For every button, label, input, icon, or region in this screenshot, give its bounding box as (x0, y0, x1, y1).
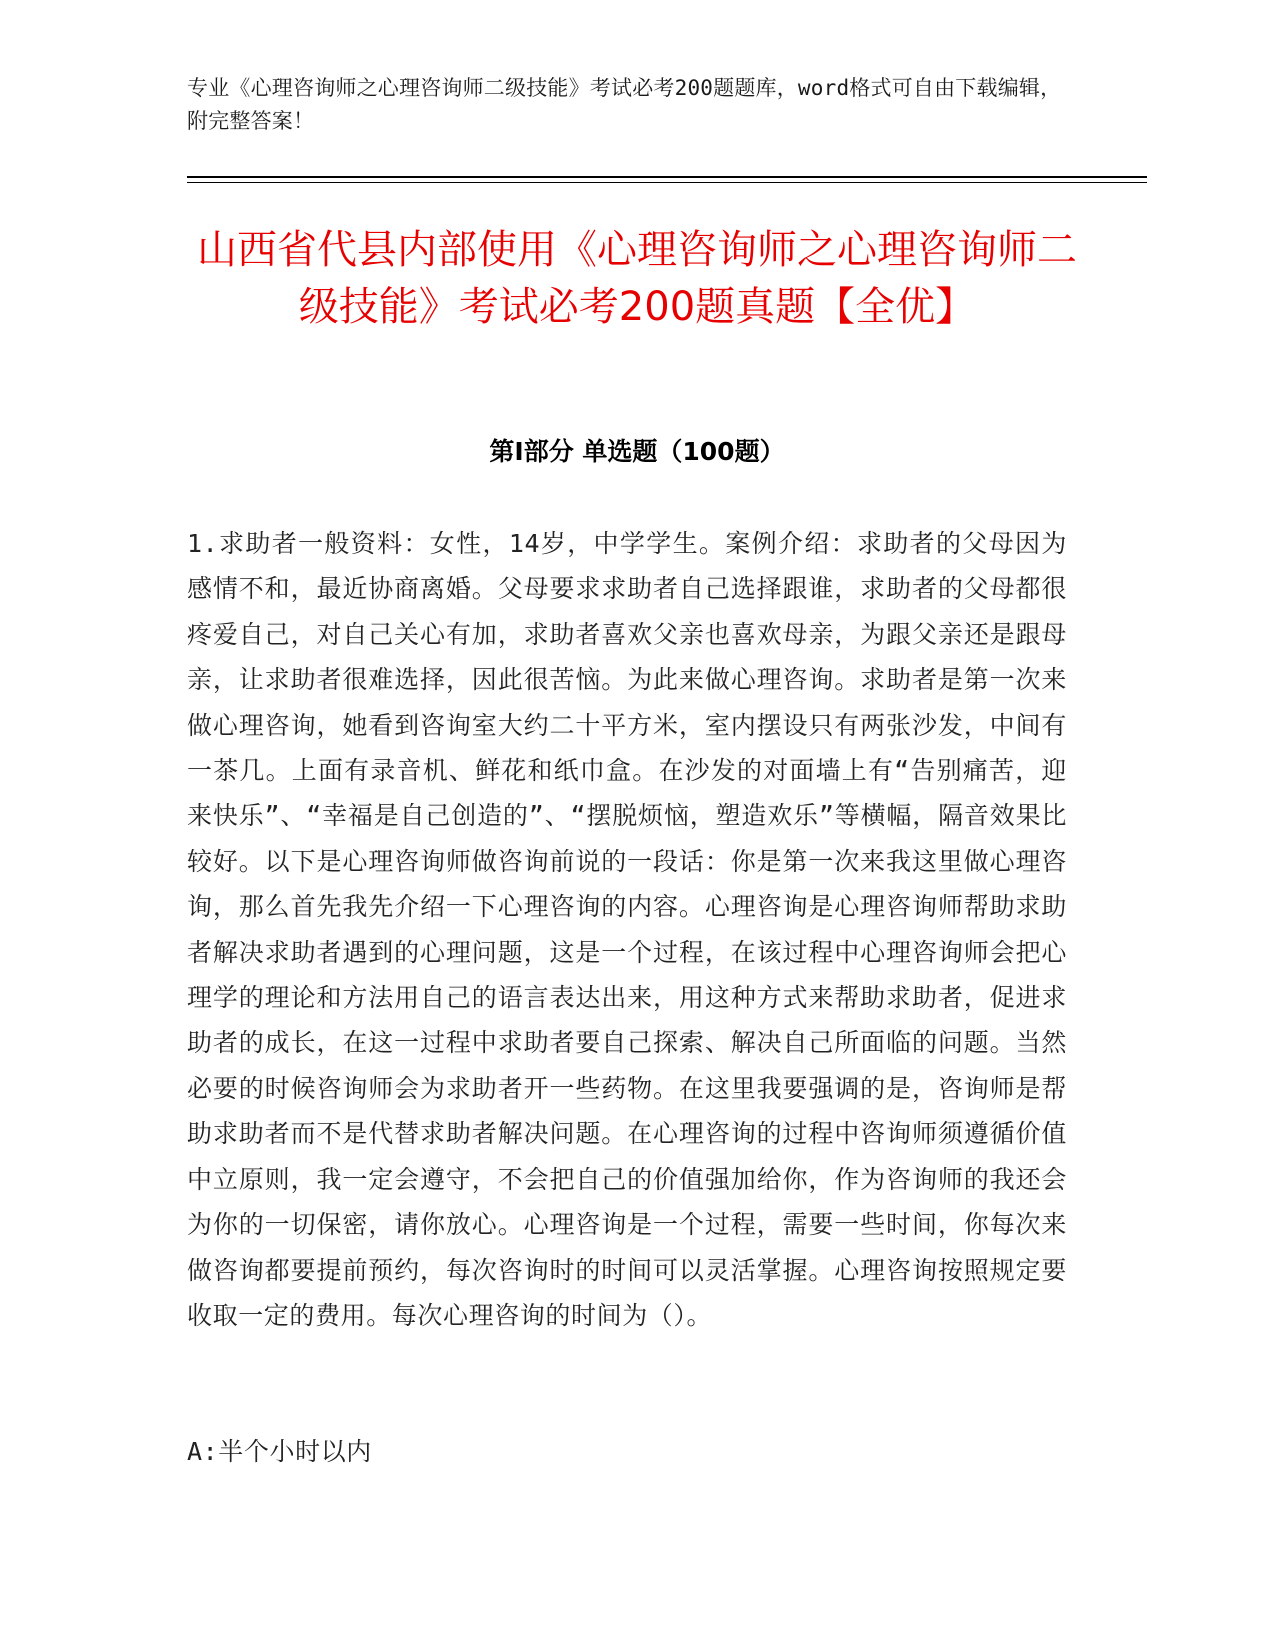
header-divider-thin (187, 182, 1147, 183)
question-option-a: A:半个小时以内 (187, 1437, 372, 1466)
header-divider-thick (187, 176, 1147, 178)
document-title: 山西省代县内部使用《心理咨询师之心理咨询师二级技能》考试必考200题真题【全优】 (197, 227, 1077, 330)
section-heading: 第Ⅰ部分 单选题（100题） (489, 437, 785, 466)
question-text: 1.求助者一般资料：女性，14岁，中学学生。案例介绍：求助者的父母因为感情不和，最近协商离婚。父母要求求助者自己选择跟谁，求助者的父母都很疼爱自己，对自己关心有加，求助者喜欢父亲也喜欢母亲，为跟父亲还是跟母亲，让求助者很难选择，因此很苦恼。为此来做心理咨询。求助者是第一次来做心理咨询，她看到咨询室大约二十平方米，室内摆设只有两张沙发，中间有一茶几。上面有录音机、鲜花和纸巾盒。在沙发的对面墙上有“告别痛苦，迎来快乐”、“幸福是自己创造的”、“摆脱烦恼，塑造欢乐”等横幅，隔音效果比较好。以下是心理咨询师做咨询前说的一段话：你是第一次来我这里做心理咨询，那么首先我先介绍一下心理咨询的内容。心理咨询是心理咨询师帮助求助者解决求助者遇到的心理问题，这是一个过程，在该过程中心理咨询师会把心理学的理论和方法用自己的语言表达出来，用这种方式来帮助求助者，促进求助者的成长，在这一过程中求助者要自己探索、解决自己所面临的问题。当然必要的时候咨询师会为求助者开一些药物。在这里我要强调的是，咨询师是帮助求助者而不是代替求助者解决问题。在心理咨询的过程中咨询师须遵循价值中立原则，我一定会遵守，不会把自己的价值强加给你，作为咨询师的我还会为你的一切保密，请你放心。心理咨询是一个过程，需要一些时间，你每次来做咨询都要提前预约，每次咨询时的时间可以灵活掌握。心理咨询按照规定要收取一定的费用。每次心理咨询的时间为（）。 (187, 529, 1067, 1330)
header-note: 专业《心理咨询师之心理咨询师二级技能》考试必考200题题库，word格式可自由下载编辑，附完整答案！ (187, 76, 1062, 133)
